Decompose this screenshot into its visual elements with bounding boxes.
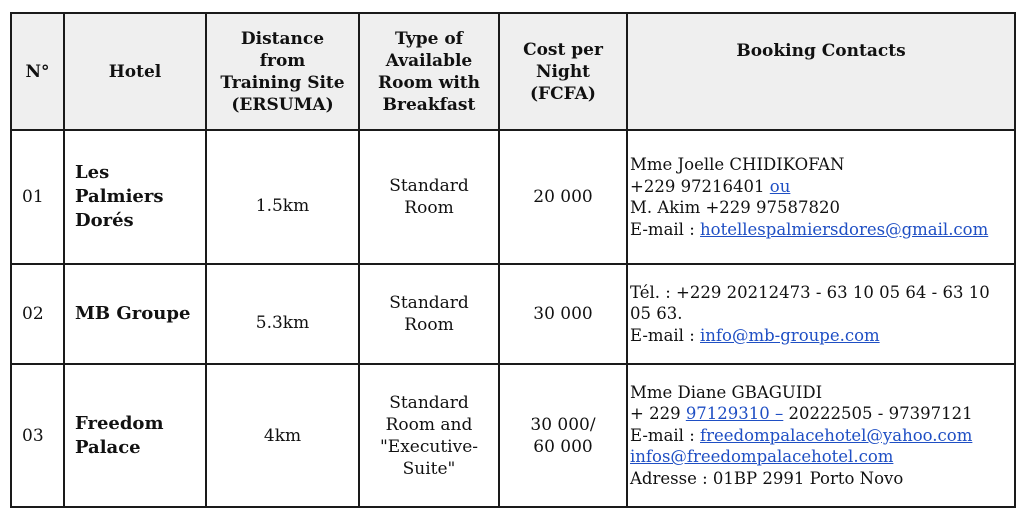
- address: Adresse : 01BP 2991 Porto Novo: [630, 468, 904, 488]
- hotel-name: Les Palmiers Dorés: [64, 130, 206, 264]
- email-link[interactable]: freedompalacehotel@yahoo.com: [700, 425, 973, 445]
- room-type: Standard Room: [359, 264, 499, 364]
- header-row: [11, 13, 1015, 130]
- header-distance: Distance from Training Site (ERSUMA): [206, 13, 359, 130]
- cost-value: 30 000: [499, 264, 627, 364]
- or-link[interactable]: ou: [769, 176, 791, 196]
- row-number: 02: [11, 264, 64, 364]
- cost-value: 20 000: [499, 130, 627, 264]
- booking-contacts: Mme Diane GBAGUIDI + 229 97129310 – 20222505 - 97397121 E-mail : freedompalacehotel@yahoo.com infos@freedompalacehotel.com Adresse : 01BP 2991 Porto Novo: [627, 364, 1015, 507]
- row-number: 03: [11, 364, 64, 507]
- header-hotel: Hotel: [64, 13, 206, 130]
- booking-contacts: Mme Joelle CHIDIKOFAN +229 97216401 ou M. Akim +229 97587820 E-mail : hotellespalmiersdores@gmail.com: [627, 130, 1015, 264]
- header-room-type: Type of Available Room with Breakfast: [359, 13, 499, 130]
- email-link-2[interactable]: infos@freedompalacehotel.com: [630, 447, 894, 467]
- email-link[interactable]: info@mb-groupe.com: [700, 325, 880, 345]
- hotel-name: Freedom Palace: [64, 364, 206, 507]
- row-number: 01: [11, 130, 64, 264]
- email-link[interactable]: hotellespalmiersdores@gmail.com: [700, 219, 989, 239]
- header-cost: Cost per Night (FCFA): [499, 13, 627, 130]
- cost-value: 30 000/ 60 000: [499, 364, 627, 507]
- room-type: Standard Room and "Executive- Suite": [359, 364, 499, 507]
- phone-link[interactable]: 97129310 –: [685, 404, 784, 424]
- room-type: Standard Room: [359, 130, 499, 264]
- distance-value: 4km: [263, 425, 302, 446]
- hotel-table: [10, 12, 1016, 508]
- hotel-name: MB Groupe: [64, 264, 206, 364]
- table-row: [11, 364, 1015, 507]
- header-no: N°: [11, 13, 64, 130]
- booking-contacts: Tél. : +229 20212473 - 63 10 05 64 - 63 10 05 63. E-mail : info@mb-groupe.com: [627, 264, 1015, 364]
- table-row: [11, 130, 1015, 264]
- table-row: [11, 264, 1015, 364]
- header-contacts: Booking Contacts: [627, 13, 1015, 130]
- distance-value: 1.5km: [255, 196, 310, 216]
- distance-value: 5.3km: [255, 313, 310, 333]
